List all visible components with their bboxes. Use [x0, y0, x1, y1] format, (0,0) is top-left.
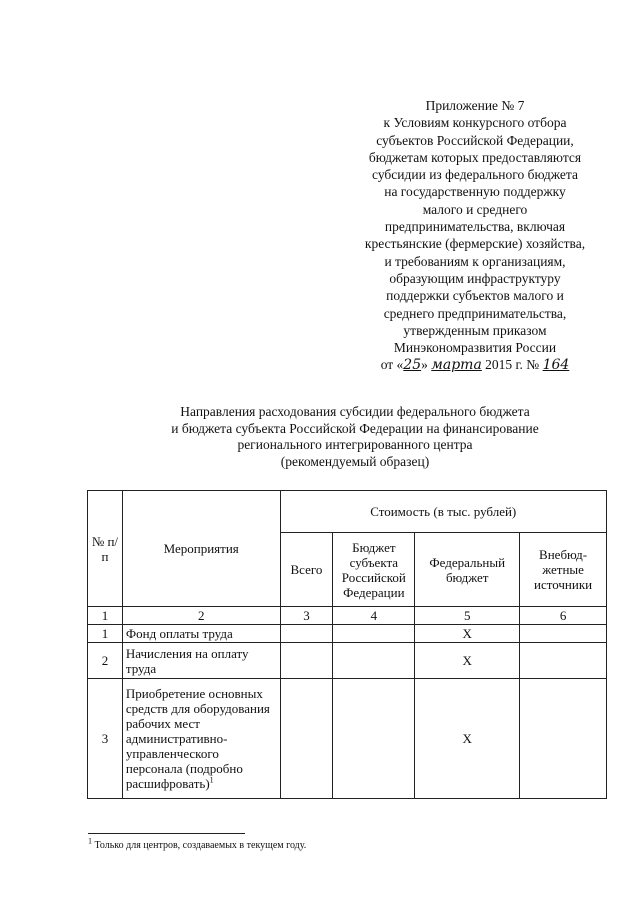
order-number: 164	[542, 357, 570, 374]
table-row	[88, 625, 607, 643]
row-regional	[333, 679, 415, 799]
header-total: Всего	[280, 533, 333, 607]
index-cell: 6	[520, 607, 607, 625]
header-federal: Федеральный бюджет	[415, 533, 520, 607]
index-cell: 5	[415, 607, 520, 625]
row-num: 1	[88, 625, 123, 643]
row-event-cell	[122, 679, 280, 799]
row-event: Фонд оплаты труда	[122, 625, 280, 643]
index-row	[88, 607, 607, 625]
row-federal: X	[415, 679, 520, 799]
appendix-line: образующим инфраструктуру	[389, 270, 561, 286]
appendix-line: среднего предпринимательства,	[383, 305, 567, 321]
header-event: Мероприятия	[122, 491, 280, 607]
row-regional	[333, 625, 415, 643]
appendix-line: предпринимательства, включая	[384, 219, 566, 235]
appendix-line: к Условиям конкурсного отбора	[383, 115, 567, 131]
header-num: № п/п	[88, 491, 123, 607]
appendix-line: и требованиям к организациям,	[384, 253, 566, 269]
date-prefix: от «	[380, 357, 404, 373]
index-cell: 4	[333, 607, 415, 625]
footnote-mark: 1	[88, 836, 92, 846]
row-federal: X	[415, 625, 520, 643]
date-year: 2015 г. №	[481, 357, 543, 373]
appendix-line: крестьянские (фермерские) хозяйства,	[364, 236, 586, 252]
appendix-line: Минэкономразвития России	[393, 340, 557, 356]
footnote-ref: 1	[209, 775, 214, 785]
appendix-line: на государственную поддержку	[384, 184, 566, 200]
footnote-text: Только для центров, создаваемых в текущем году.	[92, 840, 307, 851]
title-line: (рекомендуемый образец)	[280, 453, 430, 469]
row-extra	[520, 625, 607, 643]
appendix-line: малого и среднего	[422, 201, 528, 217]
index-cell: 2	[122, 607, 280, 625]
row-regional	[333, 643, 415, 679]
row-total	[280, 643, 333, 679]
header-cost: Стоимость (в тыс. рублей)	[280, 491, 607, 533]
date-month: марта	[431, 357, 482, 374]
document-title	[100, 404, 610, 470]
appendix-line: утвержденным приказом	[403, 322, 547, 338]
appendix-line: Приложение № 7	[425, 98, 525, 113]
header-regional: Бюджет субъекта Российской Федерации	[333, 533, 415, 607]
row-total	[280, 625, 333, 643]
table-row	[88, 679, 607, 799]
row-extra	[520, 643, 607, 679]
appendix-line: бюджетам которых предоставляются	[368, 149, 582, 165]
row-event: Приобретение основных средств для оборудования рабочих мест административно-управленческого персонала (подробно расшифровать)	[125, 686, 270, 791]
date-mid: »	[421, 357, 432, 373]
order-date-line	[300, 356, 640, 374]
expenses-table	[87, 490, 607, 799]
appendix-line: поддержки субъектов малого и	[386, 288, 564, 304]
header-extra: Внебюд-жетные источники	[520, 533, 607, 607]
title-line: Направления расходования субсидии федерального бюджета	[180, 404, 530, 419]
title-line: и бюджета субъекта Российской Федерации на финансирование	[171, 420, 539, 436]
row-federal: X	[415, 643, 520, 679]
footnote-divider	[88, 833, 245, 834]
table-row	[88, 643, 607, 679]
footnote	[88, 836, 307, 851]
appendix-line: субъектов Российской Федерации,	[376, 132, 574, 148]
date-day: 25	[403, 357, 422, 374]
index-cell: 1	[88, 607, 123, 625]
row-num: 2	[88, 643, 123, 679]
appendix-line: субсидии из федерального бюджета	[372, 167, 578, 183]
index-cell: 3	[280, 607, 333, 625]
row-event: Начисления на оплату труда	[122, 643, 280, 679]
title-line: регионального интегрированного центра	[237, 437, 473, 452]
row-extra	[520, 679, 607, 799]
header-row	[88, 491, 607, 533]
row-num: 3	[88, 679, 123, 799]
appendix-block	[300, 97, 640, 375]
row-total	[280, 679, 333, 799]
